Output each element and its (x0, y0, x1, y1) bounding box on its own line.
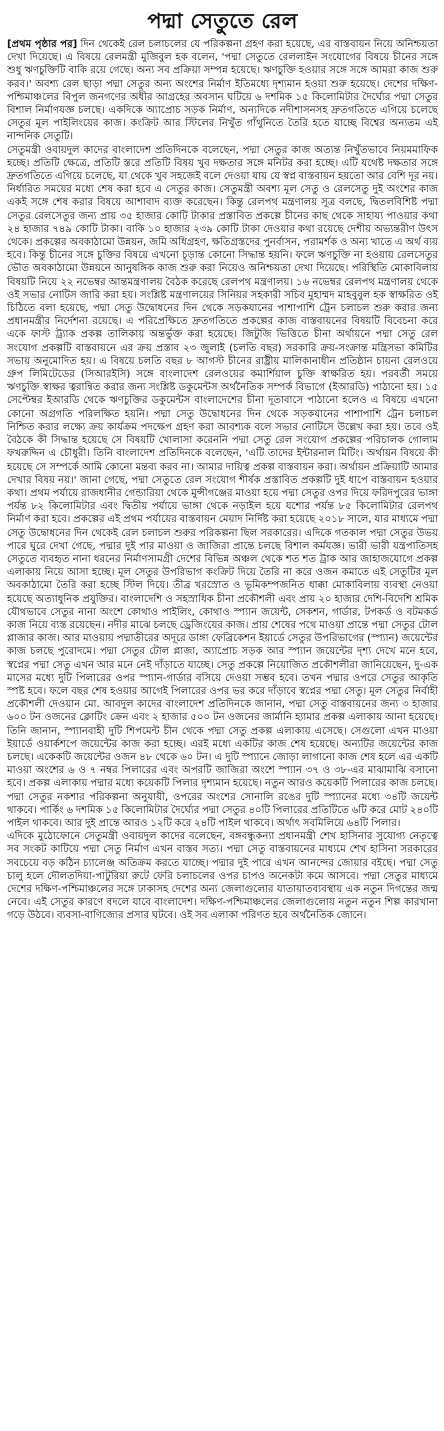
article-body (7, 38, 438, 923)
article-paragraph: এদিকে মুঠোফোনে সেতুমন্ত্রী ওবায়দুল কাদের বলেছেন, বঙ্গবন্ধুকন্যা প্রধানমন্ত্রী শেখ হাসিনার সুযোগ্য নেতৃত্বে সব সংকট কাটিয়ে পদ্মা সেতু নির্মাণ এখন বাস্তব সত্য। পদ্মা সেতু বাস্তবায়নের মাধ্যমে শেখ হাসিনা সরকারের সবচেয়ে বড় কঠিন চ্যালেঞ্জ অতিক্রম করতে যাচ্ছে। পদ্মার দুই পারে এখন আনন্দের জোয়ার বইছে। পদ্মা সেতু চালু হলে দৌলতদিয়া-পাটুরিয়া রুটে ফেরি চলাচলের ওপর চাপও অনেকটা কমে আসবে। পদ্মা সেতুর মাধ্যমে দেশের দক্ষিণ-পশ্চিমাঞ্চলের সঙ্গে ঢাকাসহ দেশের অন্য জেলাগুলোর যাতায়াতব্যবস্থায় এক নতুন দিগন্তের জন্ম নেবে। এই সেতুর কারণে বদলে যাবে বাংলাদেশ। দক্ষিণ-পশ্চিমাঞ্চলের জেলাগুলোয় নতুন নতুন শিল্প কারখানা গড়ে উঠবে। ব্যবসা-বাণিজ্যের প্রসার ঘটবে। ওই সব এলাকা পরিণত হবে অর্থনৈতিক জোনে। (7, 831, 438, 922)
paragraph-text: দিন থেকেই রেল চলাচলের যে পরিকল্পনা গ্রহণ করা হয়েছে, এর বাস্তবায়ন নিয়ে অনিশ্চয়তা দেখা দিয়েছে। এ বিষয়ে রেলমন্ত্রী মুজিবুল হক বলেন, 'পদ্মা সেতুতে রেললাইন সংযোগের বিষয়ে চীনের সঙ্গে শুধু ঋণচুক্তিটি বাকি রয়ে গেছে। অন্য সব প্রক্রিয়া সম্পন্ন হয়েছে। ঋণচুক্তি হওয়ার সঙ্গে সঙ্গে আমরা কাজ শুরু করব।' অবশ্য রেল ছাড়া পদ্মা সেতুর অন্য অংশের নির্মাণ ইতিমধ্যে দৃশ্যমান হওয়া শুরু হয়েছে। দেশের দক্ষিণ-পশ্চিমাঞ্চলের বিপুল জনগণের অধীর আগ্রহের অবসান ঘটিয়ে ৬ দশমিক ১৫ কিলোমিটার দৈর্ঘ্যের পদ্মা সেতুর বিশাল নির্মাণযজ্ঞ চলছে। একদিকে অ্যাপ্রোচ সড়ক নির্মাণ, অন্যদিকে নদীশাসনসহ দ্রুতগতিতে এগিয়ে চলেছে সেতুর মূল পাইলিংয়ের কাজ। কংক্রিট আর স্টিলের নিখুঁত গাঁথুনিতে তৈরি হতে যাচ্ছে বিশ্বের অন্যতম এই নান্দনিক সেতুটি। (7, 39, 439, 143)
article-paragraph (7, 38, 438, 144)
continuation-label: [প্রথম পৃষ্ঠার পর] (7, 39, 78, 50)
article-paragraph: সেতুমন্ত্রী ওবায়দুল কাদের বাংলাদেশ প্রতিদিনকে বলেছেন, পদ্মা সেতুর কাজ অত্যন্ত নিখুঁতভাবে নিয়মমাফিক হচ্ছে। প্রতিটি ক্ষেত্রে, প্রতিটি স্তরে প্রতিটি বিষয় খুব দক্ষতার সঙ্গে মনিটর করা হচ্ছে। এটি যথেষ্ট দক্ষতার সঙ্গে দ্রুতগতিতে এগিয়ে চলেছে, যা থেকে খুব সহজেই বলে দেওয়া যায় যে স্বপ্ন বাস্তবায়ন হয়তো আর বেশি দূর নয়। নির্ধারিত সময়ের মধ্যে শেষ করা হবে এ সেতুর কাজ। সেতুমন্ত্রী অবশ্য মূল সেতু ও রেলসেতু দুই অংশের কাজ একই সঙ্গে শেষ করার বিষয়ে আশাবাদ ব্যক্ত করেছেন। কিন্তু রেলপথ মন্ত্রণালয় সূত্র বলছে, দ্বিতলবিশিষ্ট পদ্মা সেতুর রেলসেতুর জন্য প্রায় ৩৫ হাজার কোটি টাকার প্রস্তাবিত প্রকল্পে চীনের কাছ থেকে সাহায্য পাওয়ার কথা ২৪ হাজার ৭৪৯ কোটি টাকা। বাকি ১০ হাজার ২৩৯ কোটি টাকা দেওয়ার কথা রয়েছে দেশীয় অভ্যন্তরীণ উৎস থেকে। প্রকল্পের অবকাঠামো উন্নয়ন, জমি অধিগ্রহণ, ক্ষতিগ্রস্তদের পুনর্বাসন, পরামর্শক ও অন্য খাতে এ অর্থ ব্যয় হবে। কিন্তু চীনের সঙ্গে চুক্তির বিষয়ে এখনো চূড়ান্ত কোনো সিদ্ধান্ত হয়নি। ফলে ঋণচুক্তি না হওয়ায় রেলসেতুর ভৌত অবকাঠামো উন্নয়নে আনুষঙ্গিক কাজ শুরু করা নিয়েও অনিশ্চয়তা দেখা দিয়েছে। পরিস্থিতি মোকাবিলায় বিষয়টি নিয়ে ২২ নভেম্বর আন্তমন্ত্রণালয় বৈঠক করেছে রেলপথ মন্ত্রণালয়। ১৬ নভেম্বর রেলপথ মন্ত্রণালয় থেকে ওই সভার নোটিস জারি করা হয়। সংশ্লিষ্ট মন্ত্রণালয়ের সিনিয়র সহকারী সচিব মুহাম্মদ মাহবুবুল হক স্বাক্ষরিত ওই চিঠিতে বলা হয়েছে, পদ্মা সেতু উদ্বোধনের দিন থেকে সড়কযানের পাশাপাশি ট্রেন চলাচল শুরু করার জন্য প্রধানমন্ত্রীর নির্দেশনা রয়েছে। এ পরিপ্রেক্ষিতে দ্রুতগতিতে প্রকল্পের কাজ বাস্তবায়নের বিষয়টি বিবেচনা করে একে ফাস্ট ট্র্যাক প্রকল্প তালিকায় অন্তর্ভুক্ত করা হয়েছে। জিটুজি ভিত্তিতে চীনা অর্থায়নে পদ্মা সেতু রেল সংযোগ প্রকল্পটি বাস্তবায়নে এর ক্রয় প্রস্তাব ২৩ জুলাই (চলতি বছর) সরকারি ক্রয়-সংক্রান্ত মন্ত্রিসভা কমিটির সভায় অনুমোদিত হয়। এ বিষয়ে চলতি বছর ৮ আগস্ট চীনের রাষ্ট্রীয় মালিকানাধীন প্রতিষ্ঠান চায়না রেলওয়ে গ্রুপ লিমিটেডের (সিআরইসি) সঙ্গে বাংলাদেশ রেলওয়ের কমার্শিয়াল চুক্তি স্বাক্ষরিত হয়। পরবর্তী সময়ে ঋণচুক্তি স্বাক্ষর ত্বরান্বিত করার জন্য সংশ্লিষ্ট ডকুমেন্টস অর্থনৈতিক সম্পর্ক বিভাগে (ইআরডি) পাঠানো হয়। ১৫ সেপ্টেম্বর ইআরডি থেকে ঋণচুক্তির ডকুমেন্টস বাংলাদেশের চীনা দূতাবাসে পাঠানো হলেও এ বিষয়ে এখনো কোনো অগ্রগতি পরিলক্ষিত হয়নি। পদ্মা সেতু উদ্বোধনের দিন থেকে সড়কযানের পাশাপাশি ট্রেন চলাচল নিশ্চিত করার লক্ষ্যে ক্রয় কার্যক্রম পদক্ষেপ গ্রহণ করা আবশ্যক বলে সভার নোটিসে উল্লেখ করা হয়। তবে ওই বৈঠকে কী সিদ্ধান্ত হয়েছে সে বিষয়টি খোলাসা করেননি পদ্মা সেতু রেল সংযোগ প্রকল্পের পরিচালক গোলাম ফখরুদ্দিন এ চৌধুরী। তিনি বাংলাদেশ প্রতিদিনকে বলেছেন, 'এটি তাদের ইন্টারনাল মিটিং। অর্থায়ন বিষয়ে কী হয়েছে সে সম্পর্কে আমি কোনো মন্তব্য করব না। আমার দায়িত্ব প্রকল্প বাস্তবায়ন করা। অর্থায়ন প্রক্রিয়াটি আমার দেখার বিষয় নয়।' জানা গেছে, পদ্মা সেতুতে রেল সংযোগ শীর্ষক প্রস্তাবিত প্রকল্পটি দুই ধাপে বাস্তবায়ন হওয়ার কথা। প্রথম পর্যায়ে রাজধানীর গেন্ডারিয়া থেকে মুন্সীগঞ্জের মাওয়া হয়ে পদ্মা সেতুর ওপর দিয়ে ফরিদপুরের ভাঙ্গা পর্যন্ত ৮২ কিলোমিটার এবং দ্বিতীয় পর্যায়ে ভাঙ্গা থেকে নড়াইল হয়ে যশোর পর্যন্ত ৮৫ কিলোমিটার রেলপথ নির্মাণ করা হবে। প্রকল্পের এই প্রথম পর্যায়ের বাস্তবায়ন মেয়াদ নির্দিষ্ট করা হয়েছে ২০১৮ সালে, যার মাধ্যমে পদ্মা সেতু উদ্বোধনের দিন থেকেই রেল চলাচল শুরুর পরিকল্পনা ছিল সরকারের। এদিকে গতকাল পদ্মা সেতুর উভয় পারে ঘুরে দেখা গেছে, পদ্মার দুই পার মাওয়া ও জাজিরা প্রান্তে চলছে বিশাল কর্মযজ্ঞ। ভারী ভারী যন্ত্রপাতিসহ সেতুতে ব্যবহৃত নানা ধরনের নির্মাণসামগ্রী দেশের বিভিন্ন অঞ্চল থেকে শত শত ট্রাক আর জাহাজযোগে প্রকল্প এলাকায় নিয়ে আসা হচ্ছে। মূল সেতুর উপরিভাগ কংক্রিট দিয়ে তৈরি না করে ওজন কমাতে এই সেতুটির মূল অবকাঠামো তৈরি করা হচ্ছে স্টিল দিয়ে। তীব্র খরস্রোত ও ভূমিকম্পজনিত ধাক্কা মোকাবিলায় ব্যবস্থা নেওয়া হয়েছে অত্যাধুনিক প্রযুক্তির। বাংলাদেশি ও সহস্রাধিক চীনা প্রকৌশলী এবং প্রায় ২০ হাজার দেশি-বিদেশি শ্রমিক যৌথভাবে সেতুর নানা অংশে কোথাও পাইলিং, কোথাও স্প্যান জয়েন্ট, সেকশন, গার্ডার, টপকর্ড ও বটমকর্ড কাজ নিয়ে ব্যস্ত রয়েছেন। নদীর মাঝে চলছে ড্রেজিংয়ের কাজ। প্রায় শেষের পথে মাওয়া প্রান্তে পদ্মা সেতুর টোল প্লাজার কাজ। আর মাওয়ায় পদ্মাতীরের অদূরে ডাঙ্গা ফেব্রিকেশন ইয়ার্ডে সেতুর উপরিভাগের (স্প্যান) জয়েন্টের কাজ চলছে পুরোদমে। পদ্মা সেতুর টোল প্লাজা, অ্যাপ্রোচ সড়ক আর স্প্যান জয়েন্টের দৃশ্য দেখে মনে হবে, স্বপ্নের পদ্মা সেতু এখন আর মনে নেই দাঁড়াতে যাচ্ছে। সেতু প্রকল্পে নিয়োজিত প্রকৌশলীরা জানিয়েছেন, দু-এক মাসের মধ্যে দুটি পিলারের ওপর স্প্যান-গার্ডার বসিয়ে দেওয়া সম্ভব হবে। তখন পদ্মার ওপরে সেতুর আকৃতি স্পষ্ট হবে। ফলে বছর শেষ হওয়ার আগেই পিলারের ওপর ভর করে দাঁড়াবে স্বপ্নের পদ্মা সেতু। মূল সেতুর নির্বাহী প্রকৌশলী দেওয়ান মো. আবদুল কাদের বাংলাদেশ প্রতিদিনকে জানান, পদ্মা সেতু বাস্তবায়নের জন্য ৩ হাজার ৬০০ টন ওজনের ক্লোটিং ক্রেন এবং ২ হাজার ৫০০ টন ওজনের জার্মানি হ্যামার প্রকল্প এলাকায় আনা হয়েছে। তিনি জানান, স্প্যানবাহী দুটি শিপমেন্ট চীন থেকে পদ্মা সেতু প্রকল্প এলাকায় এসেছে। সেগুলো এখন মাওয়া ইয়ার্ডে ওয়ার্কশপে জয়েন্টের কাজ করা হচ্ছে। এরই মধ্যে একটির কাজ শেষ হয়েছে। অন্যটির জয়েন্টের কাজ চলছে। একেকটি জয়েন্টের ওজন ৪৮ থেকে ৬০ টন। এ দুটি স্প্যানে জোড়া লাগানো কাজ শেষ হলে এর একটি মাওয়া অংশের ৬ ও ৭ নম্বর পিলারের এবং অপরটি জাজিরা অংশে স্প্যান ৩৭ ও ৩৮-এর মাঝামাঝি বসানো হবে। প্রকল্প এলাকায় পদ্মার মধ্যে কয়েকটি পিলার দৃশ্যমান হয়েছে। নতুন আরও কয়েকটি পিলারের কাজ চলছে। পদ্মা সেতুর নকশার পরিকল্পনা অনুযায়ী, ওপরের অংশের সোনালি রঙের দুটি স্প্যানের মধ্যে ৩৪টি জয়েন্ট থাকবে। পার্কিং ৬ দশমিক ১৫ কিলোমিটার দৈর্ঘ্যের পদ্মা সেতুর ৪০টি পিলারের প্রতিটিতে ৬টি করে মোট ২৪০টি পাইল থাকবে। আর দুই প্রান্তে আরও ১২টি করে ২৪টি পাইল থাকবে। অর্থাৎ সবমিলিয়ে ৬৪টি পিলার। (7, 144, 438, 829)
article-headline: পদ্মা সেতুতে রেল (147, 9, 298, 33)
